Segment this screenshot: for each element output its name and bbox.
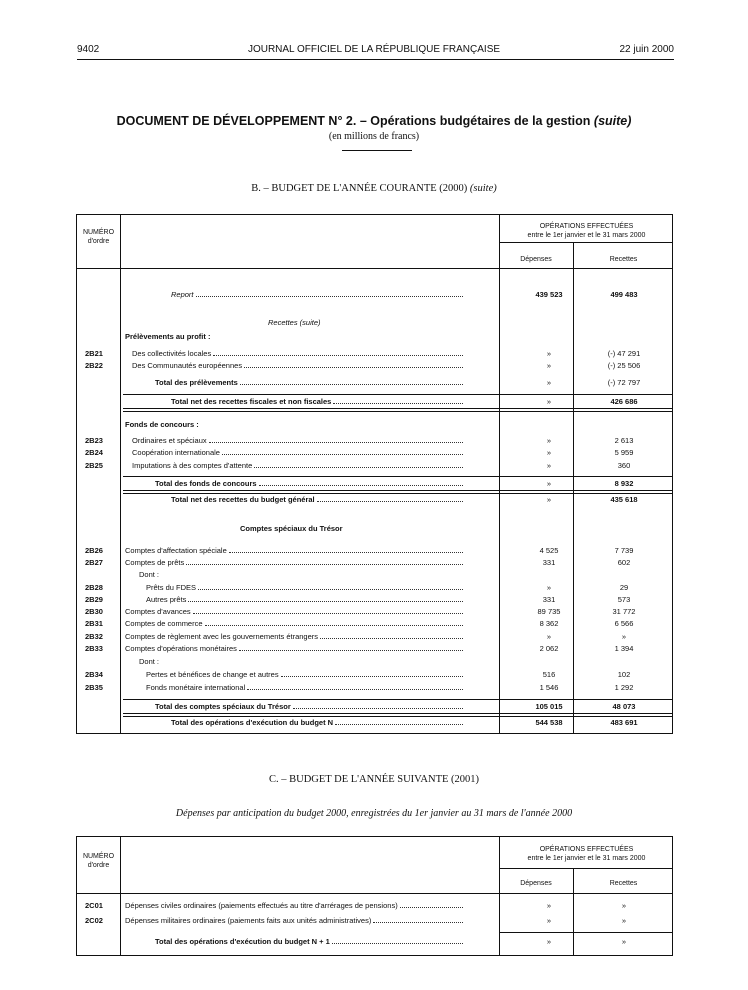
row-depenses: 439 523 [535,290,563,299]
row-label [171,289,463,300]
section-b-title-text: B. – BUDGET DE L'ANNÉE COURANTE (2000) [251,183,468,194]
row-depenses: 544 538 [535,718,563,727]
col-numero-label: NUMÉRO [82,853,115,860]
table-row [77,656,672,667]
row-recettes: 6 566 [614,619,634,628]
table-row [77,289,672,300]
row-recettes: 29 [619,583,629,592]
leader-dots [293,701,463,709]
table-row [77,545,672,556]
table-row [77,396,672,407]
row-code: 2B35 [85,683,103,692]
row-label-text: Comptes d'affectation spéciale [125,546,227,555]
row-recettes: 31 772 [612,607,636,616]
table-row [77,701,672,712]
leader-dots [198,582,463,590]
col-operations-line1: OPÉRATIONS EFFECTUÉES [539,223,634,230]
document-title-suffix: (suite) [593,114,632,128]
row-label-text: Dépenses civiles ordinaires (paiements effectués au titre d'arrérages de pensions) [125,901,398,910]
row-recettes: 1 292 [614,683,634,692]
row-code: 2B23 [85,436,103,445]
leader-dots [332,936,463,944]
row-code: 2C01 [85,901,103,910]
row-recettes: 573 [617,595,631,604]
total-rule [123,699,672,700]
header-rule [77,59,674,60]
row-recettes: 483 691 [610,718,638,727]
leader-dots [213,348,463,356]
table-budget-2000 [76,214,673,734]
row-label [125,545,463,556]
row-code: 2B21 [85,349,103,358]
row-label [171,494,463,505]
row-label-text: Total des opérations d'exécution du budget N [171,718,334,727]
table-row [77,419,672,430]
row-depenses: » [546,583,552,592]
row-label [146,669,463,680]
table-row [77,435,672,446]
row-code: 2B31 [85,619,103,628]
row-code: 2B26 [85,546,103,555]
row-depenses: » [546,479,552,488]
table-row [77,331,672,342]
row-label-text: Prélèvements au profit : [125,332,211,341]
leader-dots [317,494,463,502]
table-row [77,643,672,654]
row-label [132,348,463,359]
row-recettes: 435 618 [610,495,638,504]
row-depenses: » [546,495,552,504]
leader-dots [186,557,463,565]
col-operations-line1: OPÉRATIONS EFFECTUÉES [539,846,634,853]
document-title-text: DOCUMENT DE DÉVELOPPEMENT N° 2. – Opérations budgétaires de la gestion [116,114,591,128]
col-depenses-header: Dépenses [520,880,552,887]
leader-dots [196,289,463,297]
table-row [77,936,672,947]
row-recettes: 426 686 [610,397,638,406]
row-recettes: » [621,916,627,925]
row-label [146,682,463,693]
leader-dots [259,478,463,486]
row-label-text: Fonds de concours : [125,420,199,429]
table-row [77,606,672,617]
row-label [132,447,463,458]
row-label-text: Comptes de prêts [125,558,185,567]
row-recettes: 1 394 [614,644,634,653]
row-recettes: 48 073 [612,702,636,711]
header-divider [499,868,672,869]
row-recettes: » [621,937,627,946]
total-rule [499,932,672,933]
leader-dots [400,900,463,908]
page-number: 9402 [77,44,100,55]
row-code: 2B29 [85,595,103,604]
table-row [77,669,672,680]
row-label [132,435,463,446]
row-label-text: Comptes spéciaux du Trésor [240,524,343,533]
row-depenses: » [546,632,552,641]
total-double-rule [123,408,672,412]
row-label-text: Report [171,290,194,299]
row-label [125,419,199,430]
col-recettes-header: Recettes [609,880,638,887]
leader-dots [373,915,463,923]
row-label-text: Comptes d'opérations monétaires [125,644,237,653]
row-label [139,656,159,667]
leader-dots [333,396,463,404]
row-label [155,377,463,388]
row-label [132,460,463,471]
row-label [125,900,463,911]
col-ordre-label: d'ordre [87,862,110,869]
row-depenses: 1 546 [539,683,559,692]
journal-title: JOURNAL OFFICIEL DE LA RÉPUBLIQUE FRANÇAISE [247,44,501,55]
table-row [77,631,672,642]
leader-dots [239,643,463,651]
row-code: 2B27 [85,558,103,567]
col-numero-header [77,228,120,246]
row-depenses: » [546,397,552,406]
row-label-text: Dépenses militaires ordinaires (paiements faits aux unités administratives) [125,916,372,925]
row-label-text: Coopération internationale [132,448,220,457]
row-depenses: » [546,901,552,910]
col-depenses-header: Dépenses [520,256,552,263]
title-rule [342,150,412,151]
row-label [125,618,463,629]
document-title [0,114,748,128]
table-row [77,717,672,728]
col-recettes-header: Recettes [609,256,638,263]
col-numero-label: NUMÉRO [82,229,115,236]
leader-dots [188,594,463,602]
row-code: 2B34 [85,670,103,679]
leader-dots [222,447,463,455]
row-label-text: Total net des recettes du budget général [171,495,315,504]
row-depenses: 2 062 [539,644,559,653]
section-c-subtitle: Dépenses par anticipation du budget 2000, enregistrées du 1er janvier au 31 mars de l'année 2000 [175,808,573,819]
row-code: 2B24 [85,448,103,457]
row-label-text: Imputations à des comptes d'attente [132,461,253,470]
row-depenses: » [546,436,552,445]
row-label-text: Autres prêts [146,595,187,604]
section-b-title-suffix: (suite) [469,183,497,194]
table-row [77,915,672,926]
row-depenses: 89 735 [537,607,561,616]
row-label [125,631,463,642]
row-depenses: » [546,916,552,925]
table-row [77,317,672,328]
row-depenses: » [546,461,552,470]
row-recettes: (-) 25 506 [607,361,641,370]
row-label [146,594,463,605]
row-code: 2B22 [85,361,103,370]
row-label [125,915,463,926]
table-row [77,460,672,471]
table-row [77,478,672,489]
row-label-text: Total des fonds de concours [155,479,257,488]
row-label-text: Total net des recettes fiscales et non fiscales [171,397,332,406]
section-c-title: C. – BUDGET DE L'ANNÉE SUIVANTE (2001) [268,774,480,785]
row-label [171,396,463,407]
table-row [77,594,672,605]
col-ordre-label: d'ordre [87,238,110,245]
row-depenses: 331 [542,558,556,567]
row-label-text: Total des prélèvements [155,378,238,387]
row-code: 2B30 [85,607,103,616]
header-bottom-rule [77,893,672,894]
total-rule [123,394,672,395]
row-recettes: 2 613 [614,436,634,445]
row-recettes: (-) 72 797 [607,378,641,387]
row-recettes: 602 [617,558,631,567]
row-label-text: Comptes de règlement avec les gouvernements étrangers [125,632,319,641]
row-depenses: » [546,361,552,370]
row-depenses: 331 [542,595,556,604]
table-row [77,900,672,911]
row-label-text: Comptes de commerce [125,619,203,628]
row-label [132,360,463,371]
leader-dots [205,618,463,626]
row-recettes: 5 959 [614,448,634,457]
row-label [125,557,463,568]
table-row [77,557,672,568]
table-budget-2001 [76,836,673,956]
leader-dots [247,682,463,690]
row-label [171,717,463,728]
table-row [77,447,672,458]
row-label-text: Pertes et bénéfices de change et autres [146,670,279,679]
row-label-text: Ordinaires et spéciaux [132,436,207,445]
row-recettes: 360 [617,461,631,470]
row-code: 2C02 [85,916,103,925]
row-code: 2B28 [85,583,103,592]
row-label-text: Total des comptes spéciaux du Trésor [155,702,291,711]
row-code: 2B32 [85,632,103,641]
row-code: 2B25 [85,461,103,470]
row-label-text: Comptes d'avances [125,607,191,616]
row-label-text: Fonds monétaire international [146,683,246,692]
row-label [139,569,159,580]
row-label [146,582,463,593]
leader-dots [254,460,463,468]
row-label [155,936,463,947]
row-depenses: » [546,349,552,358]
row-label [125,331,210,342]
row-label [125,643,463,654]
issue-date: 22 juin 2000 [619,44,674,55]
row-label-text: Des collectivités locales [132,349,212,358]
table-row [77,682,672,693]
table-row [77,569,672,580]
row-label-text: Recettes (suite) [268,318,321,327]
col-operations-header [499,845,674,863]
row-code: 2B33 [85,644,103,653]
row-label [125,606,463,617]
row-label [155,701,463,712]
row-recettes: » [621,632,627,641]
table-row [77,582,672,593]
row-label [268,317,321,328]
leader-dots [320,631,463,639]
row-recettes: » [621,901,627,910]
col-operations-line2: entre le 1er janvier et le 31 mars 2000 [527,232,646,239]
row-label [155,478,463,489]
col-operations-line2: entre le 1er janvier et le 31 mars 2000 [527,855,646,862]
row-label-text: Prêts du FDES [146,583,197,592]
row-label [240,523,343,534]
row-depenses: 4 525 [539,546,559,555]
table-row [77,348,672,359]
row-label-text: Dont : [139,657,160,666]
leader-dots [281,669,463,677]
leader-dots [193,606,463,614]
leader-dots [244,360,463,368]
header-divider [499,242,672,243]
row-recettes: 499 483 [610,290,638,299]
row-recettes: (-) 47 291 [607,349,641,358]
leader-dots [335,717,463,725]
units-note: (en millions de francs) [328,131,420,142]
table-row [77,377,672,388]
row-recettes: 102 [617,670,631,679]
section-b-title [0,183,748,194]
table-row [77,618,672,629]
leader-dots [240,377,463,385]
table-row [77,360,672,371]
row-depenses: » [546,937,552,946]
leader-dots [229,545,463,553]
row-label-text: Des Communautés européennes [132,361,243,370]
row-depenses: 516 [542,670,556,679]
row-depenses: » [546,378,552,387]
header-bottom-rule [77,268,672,269]
total-rule [123,476,672,477]
table-row [77,494,672,505]
row-label-text: Dont : [139,570,160,579]
row-recettes: 7 739 [614,546,634,555]
row-recettes: 8 932 [614,479,634,488]
col-numero-header [77,852,120,870]
row-depenses: 8 362 [539,619,559,628]
row-label-text: Total des opérations d'exécution du budget N + 1 [155,937,330,946]
table-row [77,523,672,534]
col-operations-header [499,222,674,240]
row-depenses: 105 015 [535,702,563,711]
row-depenses: » [546,448,552,457]
leader-dots [209,435,463,443]
